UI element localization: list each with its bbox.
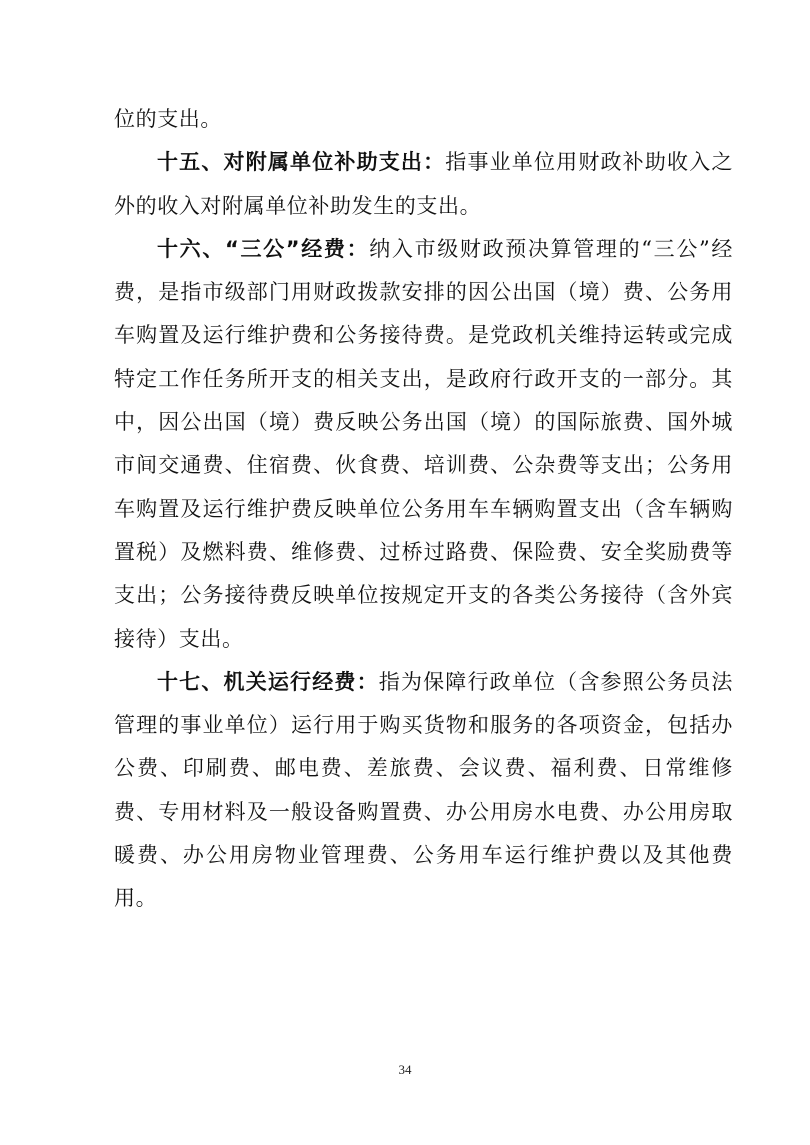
document-body <box>114 98 733 921</box>
page-number: 34 <box>398 1062 412 1077</box>
term-heading: 十五、对附属单位补助支出： <box>157 150 446 175</box>
paragraph-subsidy-expenditure <box>114 141 733 228</box>
paragraph-text: 指为保障行政单位（含参照公务员法管理的事业单位）运行用于购买货物和服务的各项资金，包括办公费、印刷费、邮电费、差旅费、会议费、福利费、日常维修费、专用材料及一般设备购置费、办公用房水电费、办公用房取暖费、办公用房物业管理费、公务用车运行维护费以及其他费用。 <box>114 669 733 911</box>
paragraph-text: 纳入市级财政预决算管理的“三公”经费，是指市级部门用财政拨款安排的因公出国（境）费、公务用车购置及运行维护费和公务接待费。是党政机关维持运转或完成特定工作任务所开支的相关支出，是政府行政开支的一部分。其中，因公出国（境）费反映公务出国（境）的国际旅费、国外城市间交通费、住宿费、伙食费、培训费、公杂费等支出；公务用车购置及运行维护费反映单位公务用车车辆购置支出（含车辆购置税）及燃料费、维修费、过桥过路费、保险费、安全奖励费等支出；公务接待费反映单位按规定开支的各类公务接待（含外宾接待）支出。 <box>114 236 733 651</box>
paragraph-text: 指事业单位用财政补助收入之外的收入对附属单位补助发生的支出。 <box>114 150 733 218</box>
paragraph-continuation <box>114 98 733 141</box>
paragraph-operating-expenses <box>114 661 733 921</box>
paragraph-three-public-expenses <box>114 228 733 661</box>
paragraph-text: 位的支出。 <box>114 107 222 131</box>
term-heading: 十七、机关运行经费： <box>157 669 379 694</box>
term-heading: 十六、“三公”经费： <box>157 236 370 261</box>
